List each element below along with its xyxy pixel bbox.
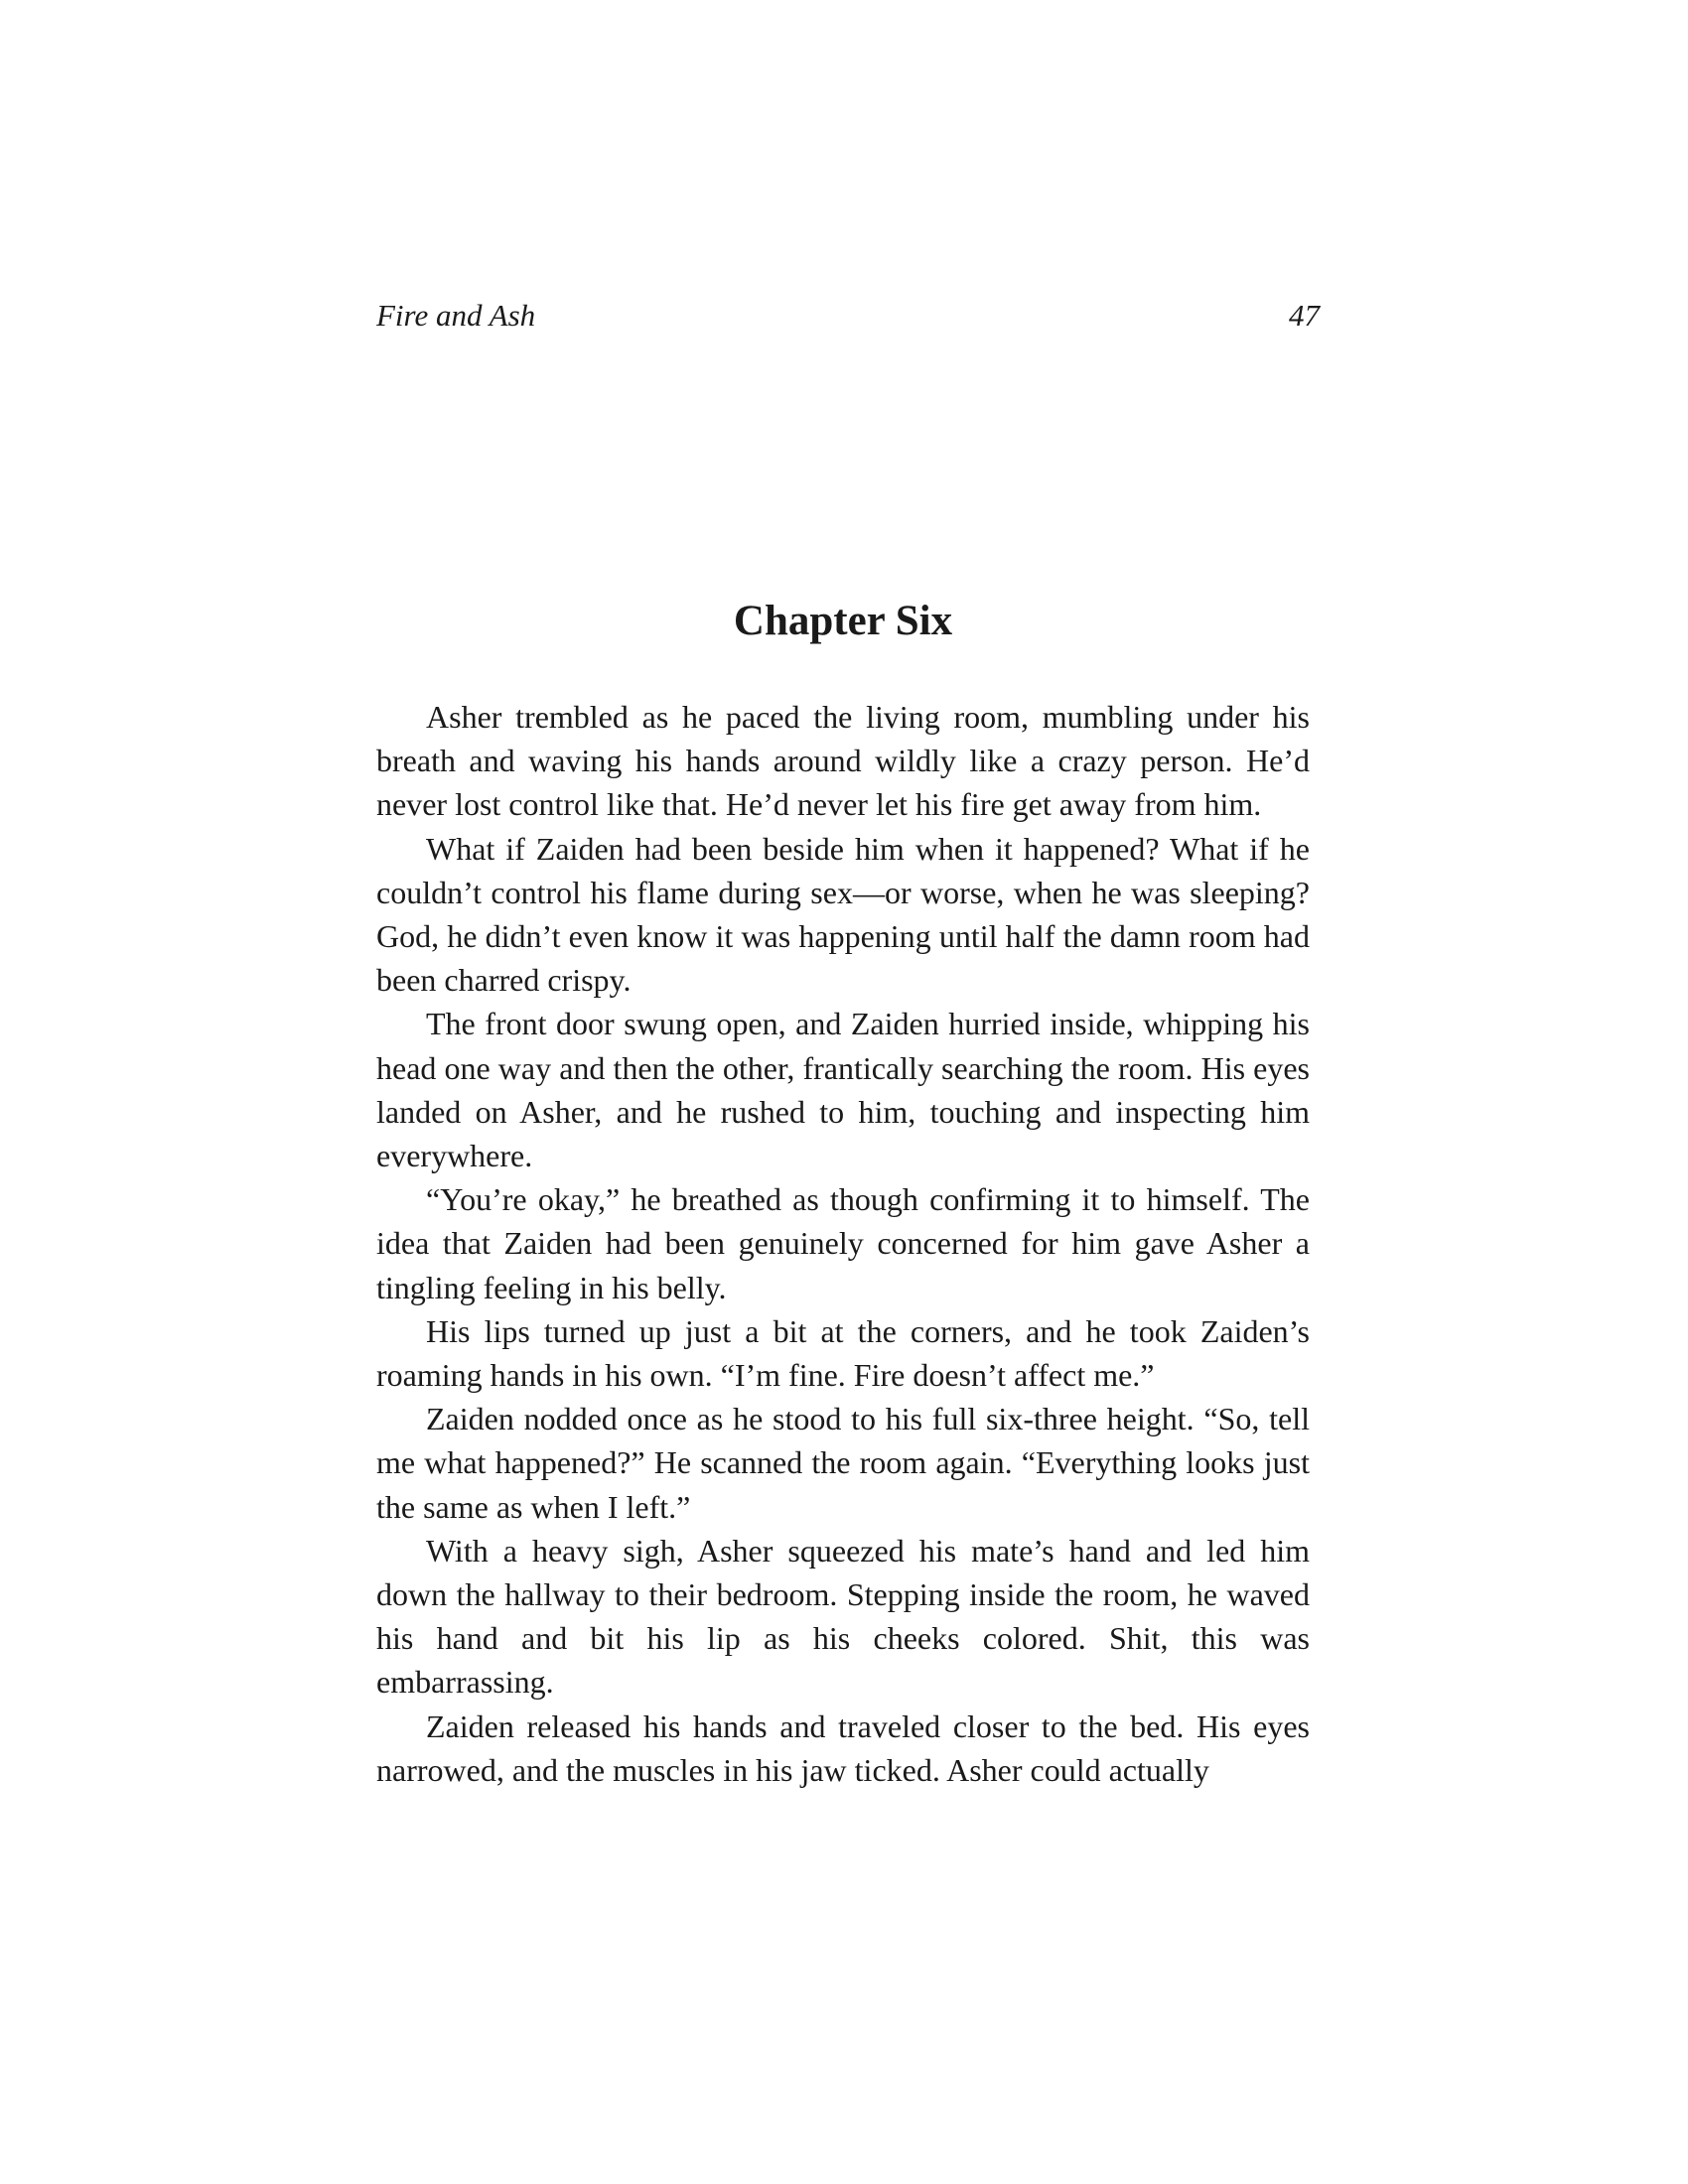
- running-header: [376, 294, 1320, 338]
- paragraph: What if Zaiden had been beside him when it happened? What if he couldn’t control his flame during sex—or worse, when he was sleeping? God, he didn’t even know it was happening until half the damn room had been charred crispy.: [376, 830, 1310, 999]
- paragraph: “You’re okay,” he breathed as though confirming it to himself. The idea that Zaiden had been genuinely concerned for him gave Asher a tingling feeling in his belly.: [376, 1181, 1310, 1305]
- paragraph: With a heavy sigh, Asher squeezed his mate’s hand and led him down the hallway to their bedroom. Stepping inside the room, he waved his hand and bit his lip as his cheeks colored. Shit, this was embarrassing.: [376, 1532, 1310, 1701]
- chapter-body: [376, 695, 1310, 1792]
- paragraph: Asher trembled as he paced the living room, mumbling under his breath and waving his hands around wildly like a crazy person. He’d never lost control like that. He’d never let his fire get away from him.: [376, 699, 1310, 823]
- book-title: Fire and Ash: [376, 298, 536, 333]
- paragraph: Zaiden released his hands and traveled closer to the bed. His eyes narrowed, and the muscles in his jaw ticked. Asher could actually: [376, 1707, 1310, 1788]
- paragraph: His lips turned up just a bit at the corners, and he took Zaiden’s roaming hands in his own. “I’m fine. Fire doesn’t affect me.”: [376, 1312, 1310, 1394]
- page-number: 47: [1289, 298, 1320, 333]
- paragraph: Zaiden nodded once as he stood to his full six-three height. “So, tell me what happened?” He scanned the room again. “Everything looks just the same as when I left.”: [376, 1401, 1310, 1525]
- chapter-title: Chapter Six: [733, 598, 953, 644]
- paragraph: The front door swung open, and Zaiden hurried inside, whipping his head one way and then the other, frantically searching the room. His eyes landed on Asher, and he rushed to him, touching and inspecting him everywhere.: [376, 1006, 1310, 1174]
